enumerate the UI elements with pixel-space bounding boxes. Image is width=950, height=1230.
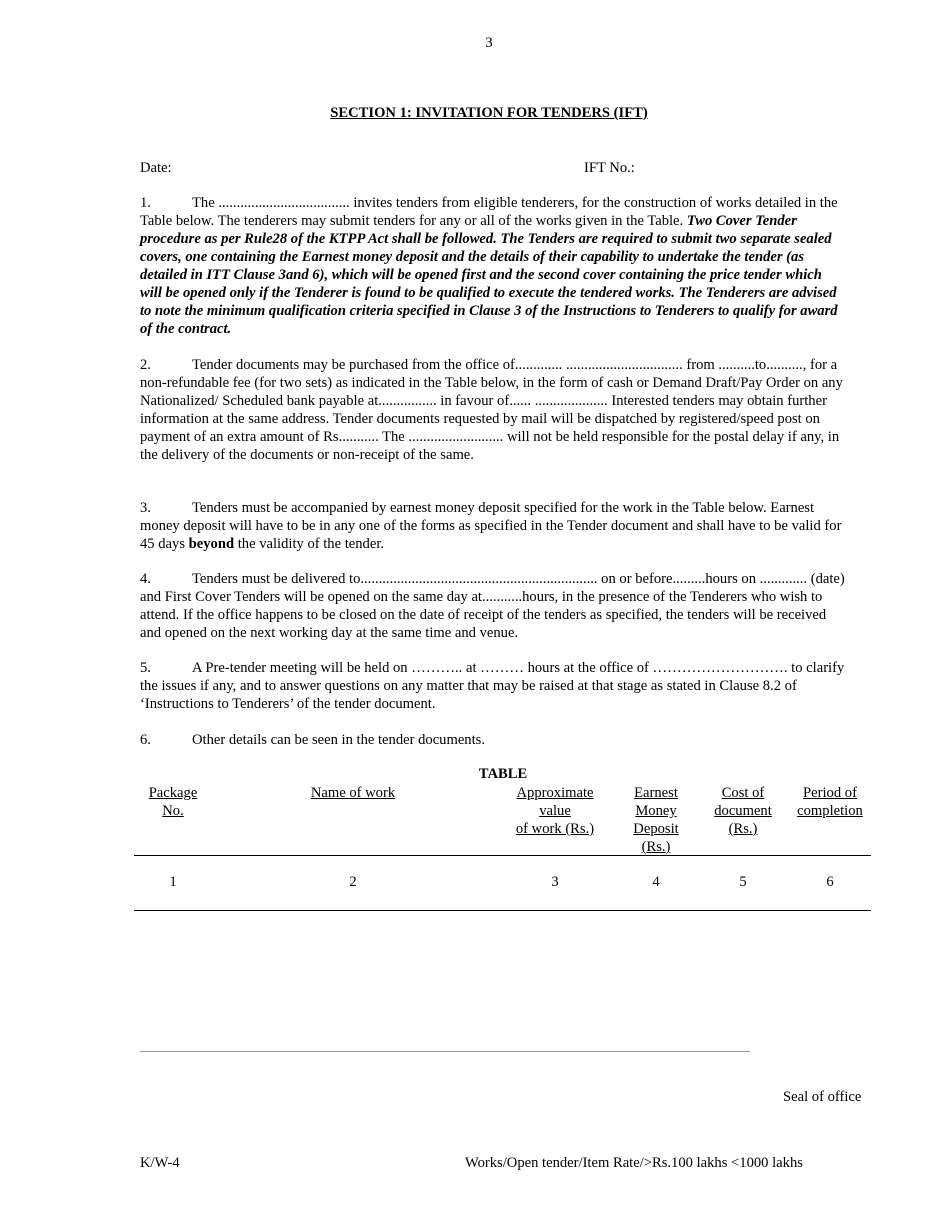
header-cost-line: document	[714, 803, 772, 819]
paragraph-1-number: 1.	[140, 195, 151, 211]
seal-of-office-label: Seal of office	[783, 1089, 862, 1105]
section-title: SECTION 1: INVITATION FOR TENDERS (IFT)	[330, 105, 648, 121]
header-package-no	[133, 784, 213, 820]
header-cost-of-document	[703, 784, 783, 838]
paragraph-2-number: 2.	[140, 357, 151, 373]
header-name-line: Name of work	[310, 785, 396, 801]
table-cell: 4	[652, 874, 660, 890]
paragraph-1-bold-italic: Two Cover Tender procedure as per Rule28 of the KTPP Act shall be followed. The Tenders are required to submit two separate sealed covers, one containing the Earnest money deposit and the details of their capability to undertake the tender (as detailed in ITT Clause 3and 6), which will be opened first and the second cover containing the price tender which will be opened only if the Tenderer is found to be qualified to execute the tendered works. The Tenderers are advised to note the minimum qualification criteria specified in Clause 3 of the Instructions to Tenderers to qualify for award of the contract.	[140, 213, 838, 337]
table-cell: 3	[551, 874, 559, 890]
paragraph-6-number: 6.	[140, 732, 151, 748]
header-emd-line: Earnest	[634, 785, 678, 801]
table-bottom-rule	[134, 910, 871, 911]
header-period-line: completion	[797, 803, 863, 819]
footer-code: K/W-4	[140, 1155, 180, 1171]
table-cell: 2	[349, 874, 357, 890]
paragraph-2	[140, 356, 845, 464]
header-emd-line: Money	[635, 803, 677, 819]
paragraph-3-number: 3.	[140, 500, 151, 516]
header-period-line: Period of	[803, 785, 857, 801]
date-label: Date:	[140, 160, 172, 176]
paragraph-5-text: A Pre-tender meeting will be held on ……….. at ……… hours at the office of ………………………. to clarify the issues if any, and to answer questions on any matter that may be raised at that stage as stated in Clause 8.2 of ‘Instructions to Tenderers’ of the tender document.	[140, 660, 845, 712]
paragraph-6-text: Other details can be seen in the tender documents.	[192, 732, 485, 748]
paragraph-4	[140, 570, 845, 642]
page-number: 3	[485, 35, 493, 51]
paragraph-3-text-after: the validity of the tender.	[237, 536, 385, 552]
paragraph-5-number: 5.	[140, 660, 151, 676]
header-period-of-completion	[788, 784, 872, 820]
paragraph-3	[140, 499, 845, 553]
paragraph-3-text-before: Tenders must be accompanied by earnest money deposit specified for the work in the Table below. Earnest money deposit will have to be in any one of the forms as specified in the Tender document and shall have to be valid for 45 days	[140, 500, 842, 552]
paragraph-1-text: The .................................... invites tenders from eligible tenderers, for the construction of works detailed in the Table below. The tenderers may submit tenders for any or all of the works given in the Table.	[140, 195, 838, 229]
header-value-line: of work (Rs.)	[515, 821, 595, 837]
header-value-line: value	[539, 803, 571, 819]
header-approx-value	[500, 784, 610, 838]
table-cell: 6	[826, 874, 834, 890]
paragraph-3-bold: beyond	[188, 536, 235, 552]
paragraph-4-text: Tenders must be delivered to................................................................. on or before.........hours on ............. (date) and First Cover Tenders will be opened on the same day at...........hours, in the presence of the Tenderers who wish to attend. If the office happens to be closed on the date of receipt of the tenders as specified, the tenders will be received and opened on the next working day at the same time and venue.	[140, 571, 845, 641]
table-header-rule	[134, 855, 871, 856]
paragraph-5	[140, 659, 845, 713]
header-earnest-money	[620, 784, 692, 856]
table-title: TABLE	[478, 766, 528, 782]
paragraph-6	[140, 731, 845, 749]
paragraph-1	[140, 194, 845, 338]
header-cost-line: (Rs.)	[728, 821, 758, 837]
table-cell: 1	[169, 874, 177, 890]
header-package-line: Package	[148, 785, 198, 801]
table-cell: 5	[739, 874, 747, 890]
ift-number-label: IFT No.:	[584, 160, 635, 176]
header-emd-line: (Rs.)	[641, 839, 671, 855]
header-package-line: No.	[162, 803, 184, 819]
paragraph-4-number: 4.	[140, 571, 151, 587]
header-emd-line: Deposit	[633, 821, 679, 837]
paragraph-2-text: Tender documents may be purchased from the office of............. ................................ from ..........to.........., for a non-refundable fee (for two sets) as indicated in the Table below, in the form of cash or Demand Draft/Pay Order on any Nationalized/ Scheduled bank payable at................ in favour of...... .................... Interested tenders may obtain further information at the same address. Tender documents requested by mail will be dispatched by registered/speed post on payment of an extra amount of Rs........... The .......................... will not be held responsible for the postal delay if any, in the delivery of the documents or non-receipt of the same.	[140, 357, 843, 463]
signature-line	[140, 1051, 750, 1052]
footer-description: Works/Open tender/Item Rate/>Rs.100 lakhs <1000 lakhs	[465, 1155, 803, 1171]
header-name-of-work	[283, 784, 423, 802]
header-value-line: Approximate	[516, 785, 594, 801]
header-cost-line: Cost of	[721, 785, 765, 801]
